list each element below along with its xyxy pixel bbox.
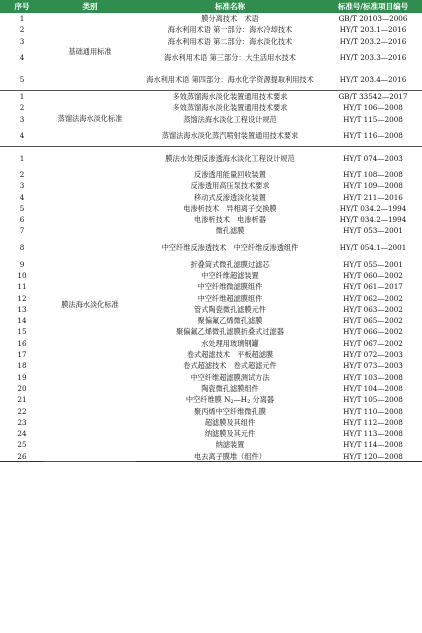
row-number: 21 — [17, 395, 27, 405]
category-cell: 基础通用标准 — [44, 13, 136, 91]
standard-name: 纳滤膜及其元件 — [204, 429, 256, 439]
standard-number: HY/T 074—2003 — [343, 153, 403, 163]
header-category: 类别 — [44, 0, 136, 13]
row-number: 4 — [19, 53, 25, 63]
row-number: 1 — [19, 14, 25, 24]
row-number: 15 — [17, 327, 27, 337]
standard-number: HY/T 066—2002 — [343, 327, 403, 337]
standard-name: 膜法水处理反渗透海水淡化工程设计规范 — [165, 153, 295, 163]
standard-name: 海水利用术语 第三部分：大生活用水技术 — [164, 53, 296, 63]
row-number: 7 — [19, 226, 25, 236]
standard-number: HY/T 053—2001 — [343, 226, 403, 236]
row-number: 5 — [0, 69, 44, 91]
standard-number: HY/T 112—2008 — [343, 417, 403, 427]
row-number: 2 — [19, 103, 25, 113]
row-number: 18 — [17, 361, 27, 371]
row-number: 10 — [17, 271, 27, 280]
table-row — [0, 91, 422, 102]
standard-number: HY/T 065—2002 — [343, 316, 403, 326]
standard-number: GB/T 33542—2017 — [338, 92, 408, 102]
row-number: 3 — [19, 36, 25, 46]
standard-number: HY/T 105—2008 — [343, 395, 403, 405]
table-header-row — [0, 0, 422, 13]
standard-number: HY/T 072—2003 — [343, 350, 403, 360]
row-number: 2 — [19, 25, 25, 35]
standard-number: HY/T 120—2008 — [324, 451, 422, 462]
standard-name: 陶瓷微孔滤膜组件 — [201, 383, 259, 393]
standard-name: 折叠筒式微孔滤膜过滤芯 — [190, 259, 270, 269]
row-number: 4 — [0, 125, 44, 147]
row-number: 11 — [17, 282, 27, 292]
standard-name: 海水利用术语 第二部分：海水淡化技术 — [167, 36, 293, 46]
standard-name: 中空纤维超滤膜测试方法 — [190, 372, 270, 382]
standard-number: HY/T 106—2008 — [343, 103, 403, 113]
standard-name: 电渗析技术 电渗析器 — [194, 215, 266, 225]
row-number: 24 — [17, 429, 27, 439]
standard-number: HY/T 203.3—2016 — [339, 53, 407, 63]
table-body — [0, 13, 422, 462]
standard-number: HY/T 108—2008 — [343, 169, 403, 179]
standard-number: HY/T 203.4—2016 — [324, 69, 422, 91]
row-number: 8 — [19, 243, 25, 253]
header-no: 序号 — [0, 0, 44, 13]
row-number: 2 — [19, 169, 25, 179]
standard-number: HY/T 034.2—1994 — [339, 203, 407, 213]
standard-number: HY/T 073—2003 — [343, 361, 403, 371]
standard-name: 卷式超滤技术 卷式超滤元件 — [183, 361, 277, 371]
standard-name: 海水利用术语 第四部分：海水化学资源提取利用技术 — [136, 69, 324, 91]
standard-name — [136, 394, 324, 405]
row-number: 26 — [0, 451, 44, 462]
standard-number: HY/T 115—2008 — [343, 114, 403, 124]
standard-name: 管式陶瓷微孔滤膜元件 — [194, 304, 266, 314]
row-number: 13 — [17, 304, 27, 314]
row-number: 23 — [17, 417, 27, 427]
standard-number: GB/T 20103—2006 — [338, 14, 408, 24]
row-number: 3 — [19, 114, 25, 124]
standard-name: 膜分离技术 术语 — [201, 14, 259, 24]
row-number: 12 — [17, 293, 27, 303]
standard-number: HY/T 116—2008 — [324, 125, 422, 147]
standard-name-part: —H — [233, 395, 248, 405]
standard-name-part: 2 — [247, 399, 251, 406]
category-cell: 膜法海水淡化标准 — [44, 147, 136, 462]
header-name: 标准名称 — [136, 0, 324, 13]
standard-number: HY/T 211—2016 — [343, 192, 403, 202]
standard-name: 聚偏氟乙烯微孔滤膜折叠式过滤器 — [176, 327, 284, 337]
standard-number: HY/T 067—2002 — [343, 338, 403, 348]
standard-name: 聚丙烯中空纤维微孔膜 — [194, 406, 266, 416]
standard-number: HY/T 061—2017 — [343, 282, 403, 292]
standard-name-part: 2 — [230, 399, 234, 406]
row-number: 4 — [19, 192, 25, 202]
standard-number: HY/T 109—2008 — [343, 181, 403, 191]
row-number: 6 — [19, 215, 25, 225]
category-cell: 蒸馏法海水淡化标准 — [44, 91, 136, 147]
standard-name: 纳滤装置 — [215, 440, 245, 450]
row-number: 22 — [17, 406, 27, 416]
standard-number: HY/T 203.2—2016 — [339, 36, 407, 46]
standard-number: HY/T 054.1—2001 — [339, 243, 407, 253]
standard-name: 水处理用玻璃钢罐 — [201, 338, 259, 348]
row-number: 16 — [17, 338, 27, 348]
standard-name: 反渗透用高压泵技术要求 — [190, 181, 270, 191]
standard-number: HY/T 055—2001 — [343, 259, 403, 269]
standard-number: HY/T 110—2008 — [343, 406, 403, 416]
standard-number: HY/T 060—2002 — [343, 271, 403, 280]
standard-name: 海水利用术语 第一部分：海水冷却技术 — [167, 25, 293, 35]
standard-name-part: 中空纤维膜 N — [185, 395, 231, 405]
standard-name: 超滤膜及其组件 — [204, 417, 256, 427]
standard-name: 卷式超滤技术 平板超滤膜 — [186, 350, 274, 360]
row-number: 19 — [17, 372, 27, 382]
standard-name: 移动式反渗透淡化装置 — [194, 192, 266, 202]
standard-name: 电去离子膜堆（组件） — [136, 451, 324, 462]
standard-name: 蒸馏法海水淡化工程设计规范 — [183, 114, 277, 124]
standard-name: 中空纤维超滤装置 — [201, 271, 259, 280]
standard-number: HY/T 103—2008 — [343, 372, 403, 382]
row-number: 25 — [17, 440, 27, 450]
row-number: 20 — [17, 383, 27, 393]
standard-number: HY/T 063—2002 — [343, 304, 403, 314]
standard-name: 电渗析技术 异相离子交换膜 — [183, 203, 277, 213]
row-number: 1 — [19, 153, 25, 163]
standard-number: HY/T 203.1—2016 — [339, 25, 407, 35]
standard-name: 多效蒸馏海水淡化装置通用技术要求 — [172, 92, 288, 102]
standard-name: 聚偏氟乙烯微孔滤膜 — [197, 316, 263, 326]
table-row — [0, 13, 422, 24]
row-number: 3 — [19, 181, 25, 191]
standard-name: 中空纤维微滤膜组件 — [197, 282, 263, 292]
standard-name: 蒸馏法海水淡化蒸汽喷射装置通用技术要求 — [136, 125, 324, 147]
row-number: 9 — [19, 259, 25, 269]
standard-name: 多效蒸馏海水淡化装置通用技术要求 — [172, 103, 288, 113]
row-number: 17 — [17, 350, 27, 360]
standard-number: HY/T 113—2008 — [343, 429, 403, 439]
standard-number: HY/T 104—2008 — [343, 383, 403, 393]
standard-number: HY/T 034.2—1994 — [339, 215, 407, 225]
row-number: 14 — [17, 316, 27, 326]
standard-number: HY/T 114—2008 — [343, 440, 403, 450]
table-row — [0, 147, 422, 169]
standard-name: 反渗透用能量回收装置 — [194, 169, 266, 179]
standard-number: HY/T 062—2002 — [343, 293, 403, 303]
standard-name: 微孔滤膜 — [215, 226, 245, 236]
standard-name: 中空纤维超滤膜组件 — [197, 293, 263, 303]
header-std: 标准号/标准项目编号 — [324, 0, 422, 13]
row-number: 1 — [19, 92, 25, 102]
standard-name: 中空纤维反渗透技术 中空纤维反渗透组件 — [161, 243, 299, 253]
row-number: 5 — [19, 203, 25, 213]
standard-name-part: 分离器 — [250, 395, 275, 405]
